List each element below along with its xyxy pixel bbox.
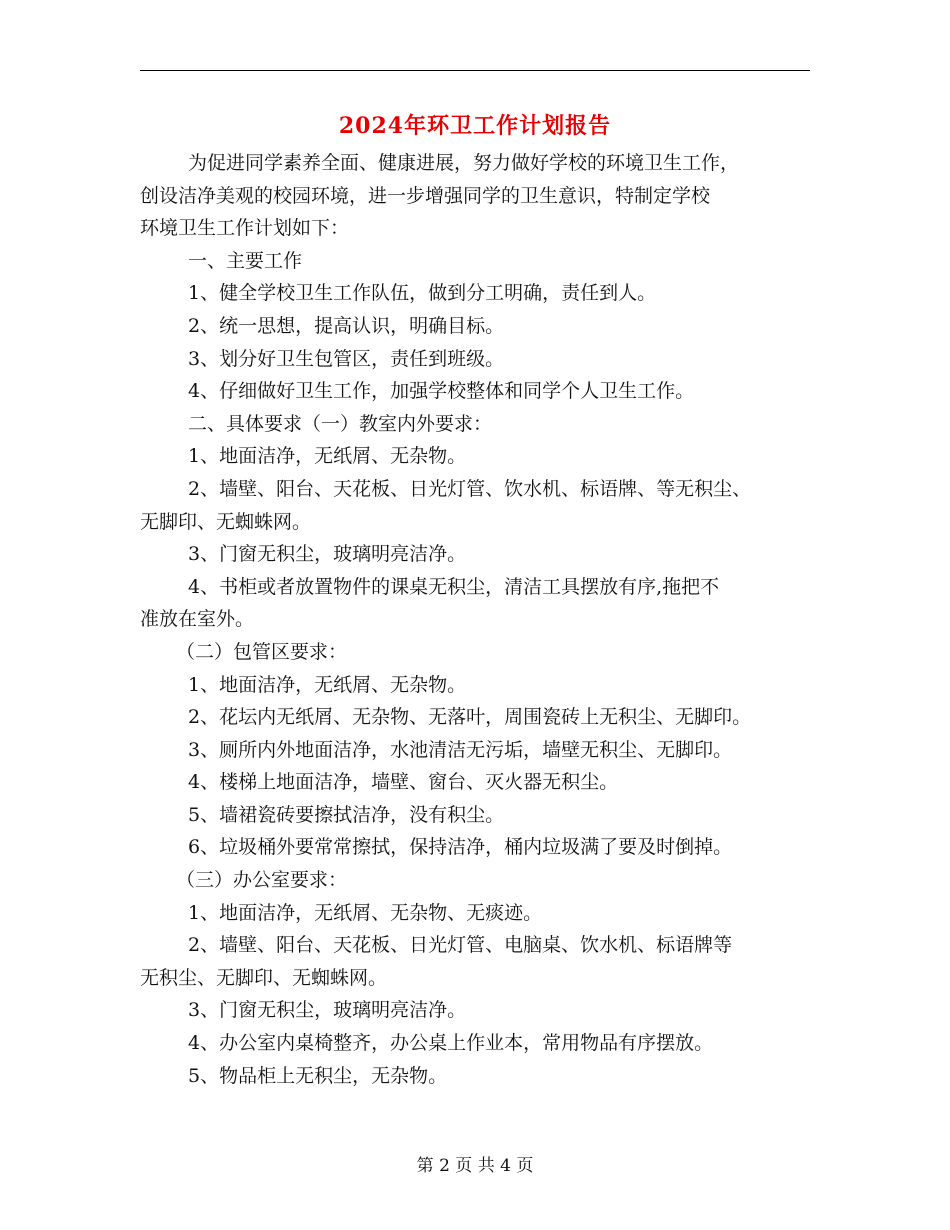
area-item-6: 6、垃圾桶外要常常擦拭，保持洁净，桶内垃圾满了要及时倒掉。 (188, 836, 733, 859)
area-item-5: 5、墙裙瓷砖要擦拭洁净，没有积尘。 (188, 803, 505, 826)
intro-line-3: 环境卫生工作计划如下： (140, 217, 350, 240)
classroom-item-2-continued: 无脚印、无蜘蛛网。 (140, 510, 312, 533)
office-heading: （三）办公室要求： (176, 869, 348, 892)
office-item-1: 1、地面洁净，无纸屑、无杂物、无痰迹。 (188, 901, 543, 924)
area-item-1: 1、地面洁净，无纸屑、无杂物。 (188, 673, 467, 696)
intro-line-2: 创设洁净美观的校园环境，进一步增强同学的卫生意识，特制定学校 (140, 184, 711, 207)
office-item-5: 5、物品柜上无积尘，无杂物。 (188, 1064, 448, 1087)
header-rule (140, 70, 810, 71)
classroom-item-4: 4、书柜或者放置物件的课桌无积尘，清洁工具摆放有序,拖把不 (188, 575, 720, 598)
office-item-3: 3、门窗无积尘，玻璃明亮洁净。 (188, 999, 467, 1022)
page-number: 第 2 页 共 4 页 (416, 1156, 534, 1176)
classroom-item-4-continued: 准放在室外。 (140, 608, 255, 631)
office-item-2-continued: 无积尘、无脚印、无蜘蛛网。 (140, 966, 388, 989)
office-item-4: 4、办公室内桌椅整齐，办公桌上作业本，常用物品有序摆放。 (188, 1032, 714, 1055)
section-1-item-4: 4、仔细做好卫生工作，加强学校整体和同学个人卫生工作。 (188, 380, 695, 403)
area-item-3: 3、厕所内外地面洁净，水池清洁无污垢，墙壁无积尘、无脚印。 (188, 738, 733, 761)
section-1-item-3: 3、划分好卫生包管区，责任到班级。 (188, 347, 505, 370)
section-2-heading: 二、具体要求（一）教室内外要求： (188, 412, 493, 435)
area-item-4: 4、楼梯上地面洁净，墙壁、窗台、灭火器无积尘。 (188, 771, 619, 794)
document-body (140, 147, 810, 1092)
section-1-heading: 一、主要工作 (188, 249, 303, 272)
area-heading: （二）包管区要求： (176, 640, 348, 663)
area-item-2: 2、花坛内无纸屑、无杂物、无落叶，周围瓷砖上无积尘、无脚印。 (188, 706, 752, 729)
intro-line-1: 为促进同学素养全面、健康进展，努力做好学校的环境卫生工作， (188, 152, 740, 174)
classroom-item-3: 3、门窗无积尘，玻璃明亮洁净。 (188, 543, 467, 566)
section-1-item-2: 2、统一思想，提高认识，明确目标。 (188, 314, 505, 337)
document-title: 2024年环卫工作计划报告 (338, 113, 612, 139)
classroom-item-1: 1、地面洁净，无纸屑、无杂物。 (188, 445, 467, 468)
section-1-item-1: 1、健全学校卫生工作队伍，做到分工明确，责任到人。 (188, 282, 657, 305)
classroom-item-2: 2、墙壁、阳台、天花板、日光灯管、饮水机、标语牌、等无积尘、 (188, 477, 752, 500)
office-item-2: 2、墙壁、阳台、天花板、日光灯管、电脑桌、饮水机、标语牌等 (188, 934, 733, 957)
